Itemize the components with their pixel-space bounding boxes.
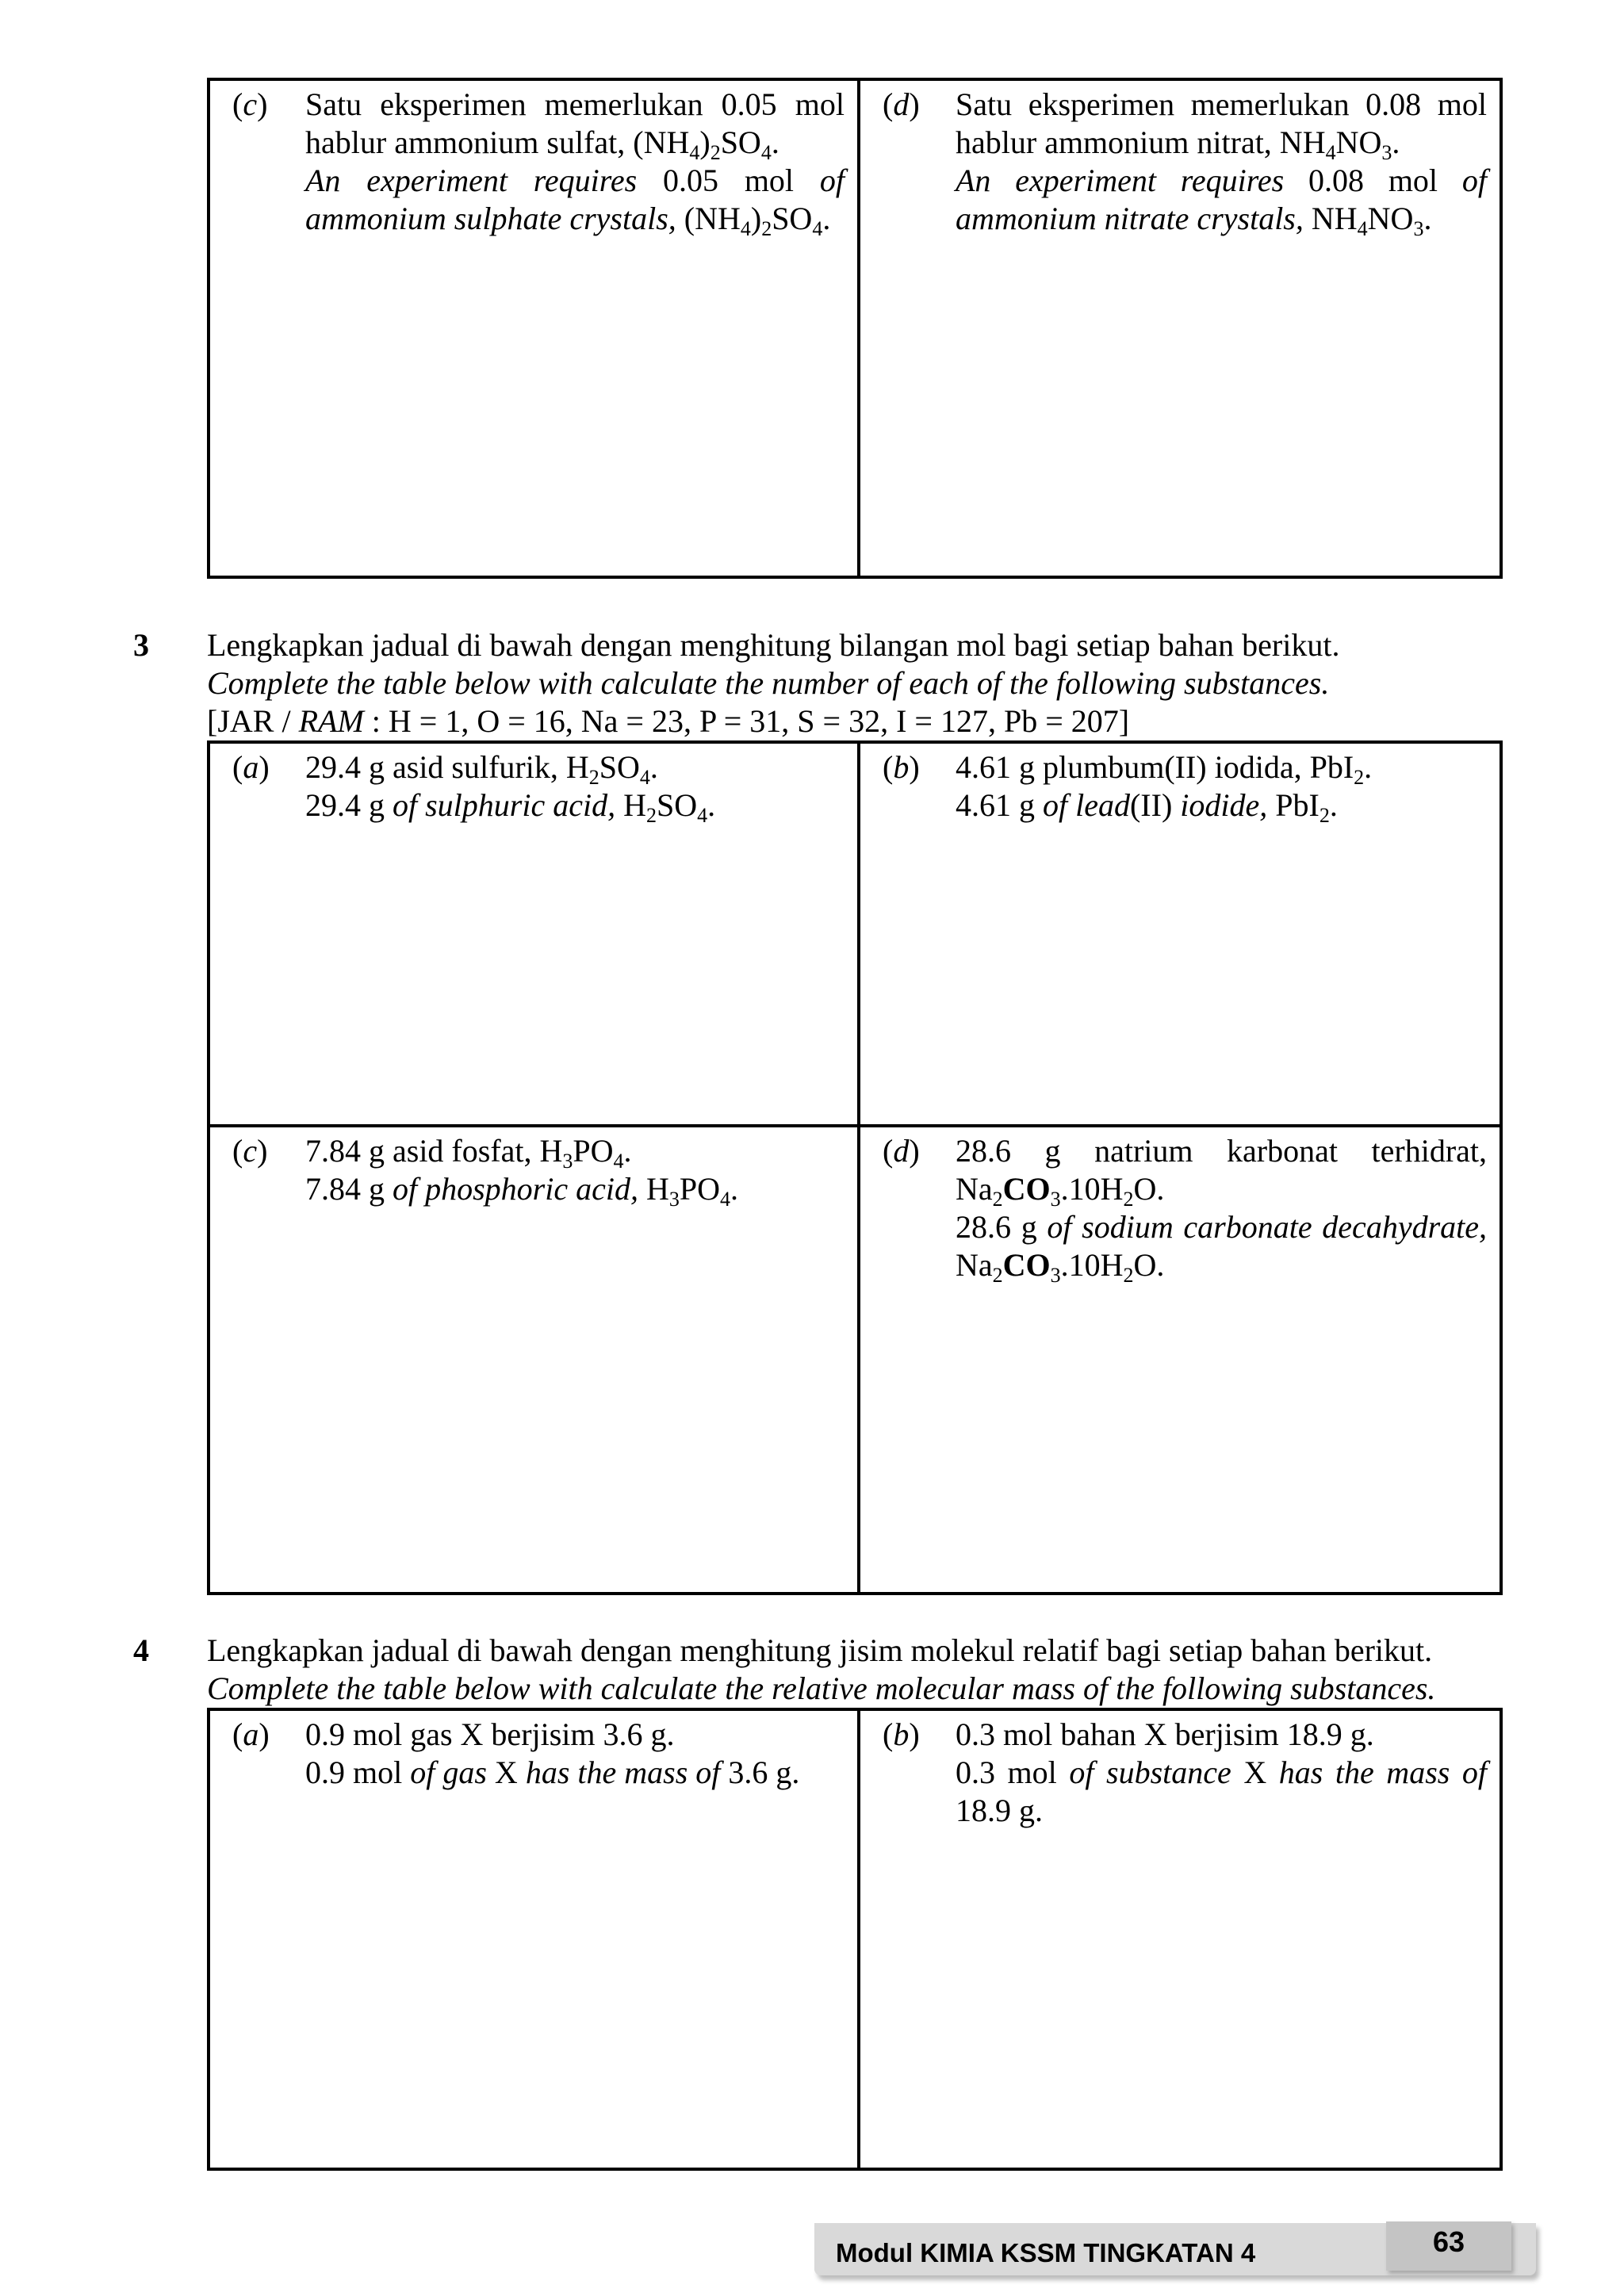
- item-text: [956, 1716, 1487, 1830]
- page-number: 63: [1432, 2225, 1465, 2258]
- malay-text: 7.84 g asid fosfat, $H_3PO_4$.: [305, 1133, 632, 1173]
- question-english: Complete the table below with calculate the number of each of the following substances.: [207, 665, 1330, 701]
- english-text: 7.84 g of phosphoric acid, $H_3PO_4$.: [305, 1171, 739, 1211]
- malay-text: 28.6 g natrium karbonat terhidrat, $Na_2CO_3.10H_2O$.: [956, 1133, 1487, 1211]
- item-text: [956, 748, 1487, 825]
- item-text: [305, 1132, 845, 1211]
- item-text: [305, 86, 845, 238]
- module-title: Modul KIMIA KSSM TINGKATAN 4: [836, 2238, 1256, 2267]
- english-text: 0.3 mol of substance X has the mass of 18.9 g.: [956, 1755, 1487, 1828]
- question-malay: Lengkapkan jadual di bawah dengan menghitung jisim molekul relatif bagi setiap bahan berikut.: [207, 1632, 1433, 1668]
- item-label: (a): [232, 749, 270, 785]
- item-label: (d): [883, 1133, 920, 1169]
- malay-text: Satu eksperimen memerlukan 0.08 mol hablur ammonium nitrat, $NH_4NO_3$.: [956, 86, 1487, 164]
- malay-text: 29.4 g asid sulfurik, $H_2SO_4$.: [305, 749, 658, 789]
- malay-text: Satu eksperimen memerlukan 0.05 mol hablur ammonium sulfat, $(NH_4)_2SO_4$.: [305, 86, 845, 164]
- english-text: An experiment requires 0.08 mol of ammonium nitrate crystals, $NH_4NO_3$.: [956, 163, 1488, 240]
- english-text: 4.61 g of lead(II) iodide, PbI$_2$.: [956, 787, 1338, 827]
- question-3-text: [207, 626, 1339, 740]
- malay-text: 4.61 g plumbum(II) iodida, PbI$_2$.: [956, 749, 1373, 789]
- cell-c: [210, 81, 860, 576]
- cell-d: [860, 1124, 1500, 1592]
- cell-a: [210, 1711, 860, 2168]
- question-number: 3: [133, 627, 149, 663]
- cell-b: [860, 744, 1500, 1124]
- english-text: An experiment requires 0.05 mol of ammonium sulphate crystals, $(NH_4)_2SO_4$.: [305, 163, 845, 240]
- item-label: (a): [232, 1716, 270, 1752]
- english-text: 0.9 mol of gas X has the mass of 3.6 g.: [305, 1755, 800, 1790]
- item-text: [305, 748, 845, 825]
- item-text: [956, 86, 1487, 238]
- item-label: (b): [883, 1716, 920, 1752]
- malay-text: 0.3 mol bahan X berjisim 18.9 g.: [956, 1716, 1374, 1752]
- cell-d: [860, 81, 1500, 576]
- cell-c: [210, 1124, 860, 1592]
- item-label: (c): [232, 86, 268, 122]
- item-label: (b): [883, 749, 920, 785]
- table-q3: [207, 740, 1503, 1595]
- table-q2-continued: [207, 78, 1503, 579]
- question-number: 4: [133, 1632, 149, 1668]
- item-label: (c): [232, 1133, 268, 1169]
- item-text: [305, 1716, 845, 1792]
- table-q4: [207, 1708, 1503, 2171]
- question-english: Complete the table below with calculate the relative molecular mass of the following substances.: [207, 1670, 1436, 1706]
- cell-a: [210, 744, 860, 1124]
- question-4-text: [207, 1632, 1435, 1708]
- item-label: (d): [883, 86, 920, 122]
- ram-values: [JAR / RAM : H = 1, O = 16, Na = 23, P = 31, S = 32, I = 127, Pb = 207]: [207, 703, 1130, 739]
- cell-b: [860, 1711, 1500, 2168]
- english-text: 28.6 g of sodium carbonate decahydrate, $Na_2CO_3.10H_2O$.: [956, 1209, 1487, 1287]
- question-malay: Lengkapkan jadual di bawah dengan menghitung bilangan mol bagi setiap bahan berikut.: [207, 627, 1340, 663]
- malay-text: 0.9 mol gas X berjisim 3.6 g.: [305, 1716, 675, 1752]
- english-text: 29.4 g of sulphuric acid, $H_2SO_4$.: [305, 787, 716, 827]
- item-text: [956, 1132, 1487, 1287]
